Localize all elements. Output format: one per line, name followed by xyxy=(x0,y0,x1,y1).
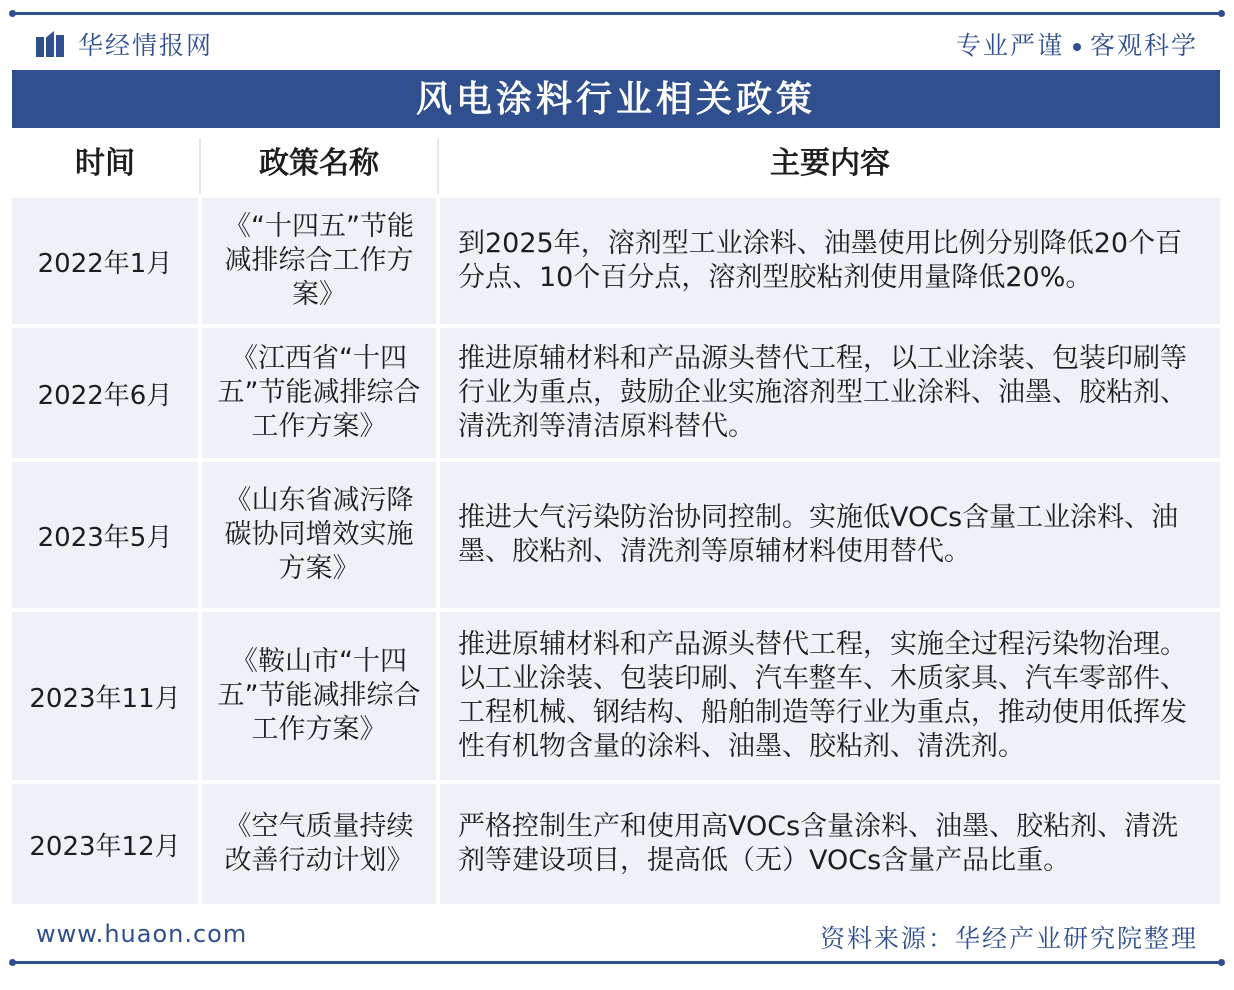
slogan-left: 专业严谨 xyxy=(955,31,1064,60)
table-row-policy-name: 《鞍山市“十四五”节能减排综合工作方案》 xyxy=(202,612,436,780)
source-note: 资料来源：华经产业研究院整理 xyxy=(819,924,1198,953)
website-link[interactable]: www.huaon.com xyxy=(36,920,248,948)
logo xyxy=(36,26,213,62)
table-row-time: 2023年12月 xyxy=(12,784,198,904)
header xyxy=(36,22,1198,62)
slogan xyxy=(956,26,1198,62)
page-title: 风电涂料行业相关政策 xyxy=(12,70,1220,128)
table-row-content: 严格控制生产和使用高VOCs含量涂料、油墨、胶粘剂、清洗剂等建设项目，提高低（无）VOCs含量产品比重。 xyxy=(440,784,1220,904)
top-frame-line xyxy=(12,12,1222,15)
table-row-time: 2022年6月 xyxy=(12,328,198,458)
table-row-policy-name: 《山东省减污降碳协同增效实施方案》 xyxy=(202,462,436,608)
logo-text: 华经情报网 xyxy=(78,31,214,60)
table-row-time: 2022年1月 xyxy=(12,198,198,324)
table-row-policy-name: 《“十四五”节能减排综合工作方案》 xyxy=(202,198,436,324)
table-row-content: 推进原辅材料和产品源头替代工程，实施全过程污染物治理。以工业涂装、包装印刷、汽车整车、木质家具、汽车零部件、工程机械、钢结构、船舶制造等行业为重点，推动使用低挥发性有机物含量的涂料、油墨、胶粘剂、清洗剂。 xyxy=(440,612,1220,780)
table-row-policy-name: 《江西省“十四五”节能减排综合工作方案》 xyxy=(202,328,436,458)
table-row-policy-name: 《空气质量持续改善行动计划》 xyxy=(202,784,436,904)
bottom-frame-line xyxy=(12,961,1222,964)
header-divider xyxy=(437,138,439,194)
column-header-policy-name: 政策名称 xyxy=(259,146,379,181)
table-row-time: 2023年11月 xyxy=(12,612,198,780)
bullet-dot-icon xyxy=(1073,43,1081,51)
logo-bars-icon xyxy=(36,31,64,57)
column-header-content: 主要内容 xyxy=(770,146,890,181)
table-row-time: 2023年5月 xyxy=(12,462,198,608)
header-divider xyxy=(199,138,201,194)
table-row-content: 到2025年，溶剂型工业涂料、油墨使用比例分别降低20个百分点、10个百分点，溶剂型胶粘剂使用量降低20%。 xyxy=(440,198,1220,324)
table-row-content: 推进原辅材料和产品源头替代工程，以工业涂装、包装印刷等行业为重点，鼓励企业实施溶剂型工业涂料、油墨、胶粘剂、清洗剂等清洁原料替代。 xyxy=(440,328,1220,458)
slogan-right: 客观科学 xyxy=(1089,31,1198,60)
column-header-time: 时间 xyxy=(75,146,135,181)
table-row-content: 推进大气污染防治协同控制。实施低VOCs含量工业涂料、油墨、胶粘剂、清洗剂等原辅材料使用替代。 xyxy=(440,462,1220,608)
